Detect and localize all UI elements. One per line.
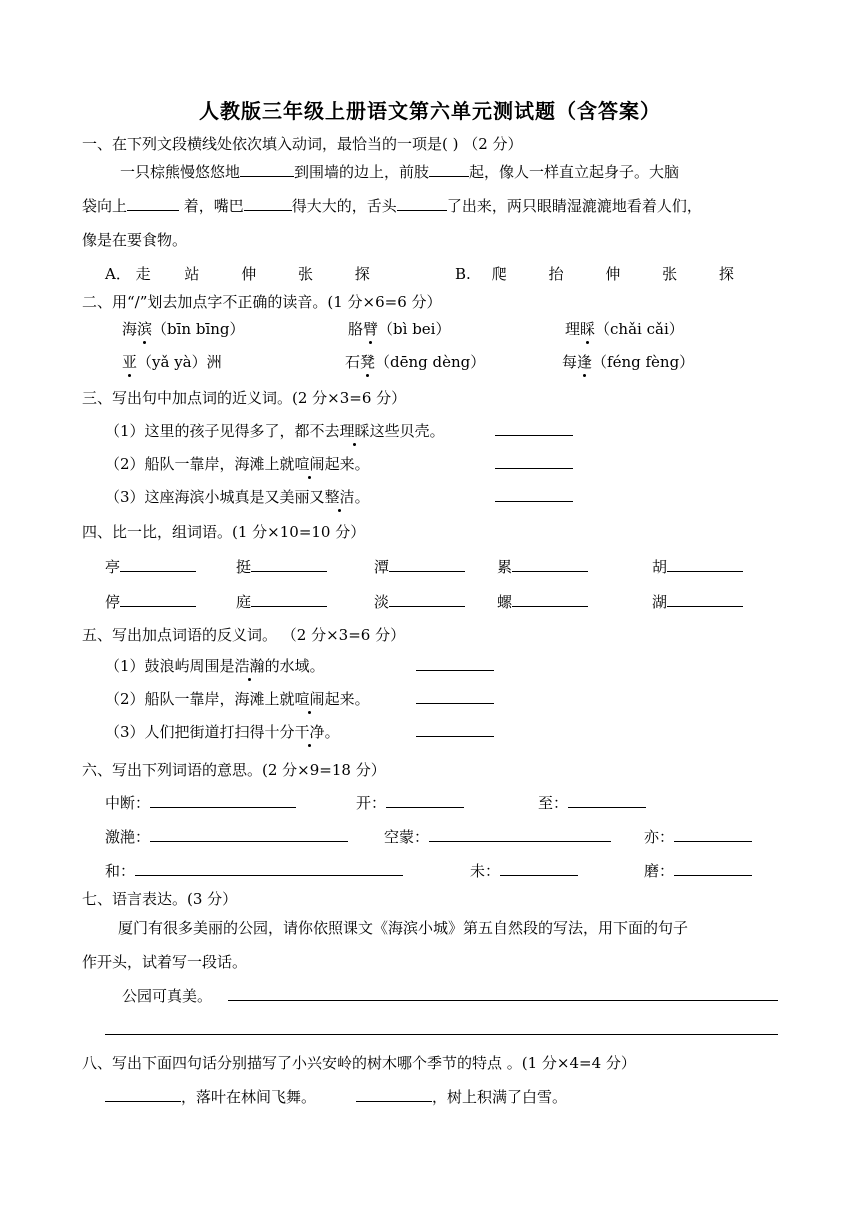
q2-item: 胳臂（bì bei） [348, 320, 451, 338]
q4-heading: 四、比一比，组词语。(1 分×10=10 分） [82, 523, 366, 541]
answer-blank[interactable] [389, 592, 465, 607]
q7-prompt-line-1: 厦门有很多美丽的公园，请你依照课文《海滨小城》第五自然段的写法，用下面的句子 [118, 919, 689, 937]
option-word: 走 [135, 265, 151, 283]
answer-blank[interactable] [512, 592, 588, 607]
q8-sentence: ，树上积满了白雪。 [356, 1086, 567, 1107]
answer-blank[interactable] [251, 592, 327, 607]
option-word: 张 [297, 265, 313, 283]
writing-line[interactable] [105, 1034, 778, 1035]
q2-item: 理睬（chǎi cǎi） [565, 320, 684, 338]
answer-blank[interactable] [429, 827, 611, 842]
q7-prompt-line-2: 作开头，试着写一段话。 [82, 953, 248, 971]
answer-blank[interactable] [674, 827, 752, 842]
answer-line[interactable] [416, 736, 494, 737]
option-word: 爬 [491, 265, 507, 283]
q1-option-a[interactable] [105, 263, 370, 284]
q1-text: 着，嘴巴 [179, 197, 244, 215]
q7-lead: 公园可真美。 [122, 987, 213, 1005]
answer-blank[interactable] [244, 196, 292, 211]
dotted-char: 臂 [363, 320, 379, 338]
q4-char: 亭 [105, 556, 196, 577]
dotted-char: 睬 [580, 320, 596, 338]
answer-blank[interactable] [389, 557, 465, 572]
q4-char: 湖 [652, 591, 743, 612]
answer-line[interactable] [495, 435, 573, 436]
q3-item: （3）这座海滨小城真是又美丽又整洁。 [105, 488, 370, 506]
dotted-char: 亚 [122, 353, 138, 371]
dotted-word: 整洁 [324, 488, 355, 506]
answer-line[interactable] [495, 501, 573, 502]
answer-blank[interactable] [568, 793, 646, 808]
q1-text: 一只棕熊慢悠悠地 [120, 163, 241, 181]
q1-text: 得大大的，舌头 [291, 197, 397, 215]
answer-blank[interactable] [397, 196, 447, 211]
answer-blank[interactable] [150, 827, 348, 842]
dotted-word: 浩瀚 [234, 657, 265, 675]
q4-char: 潭 [374, 556, 465, 577]
q5-item: （2）船队一靠岸，海滩上就喧闹起来。 [105, 690, 370, 708]
answer-blank[interactable] [386, 793, 464, 808]
answer-blank[interactable] [500, 861, 578, 876]
option-word: 探 [354, 265, 370, 283]
option-label: B. [455, 265, 471, 283]
q3-heading: 三、写出句中加点词的近义词。(2 分×3=6 分） [82, 389, 407, 407]
q6-word: 亦： [644, 826, 752, 847]
answer-blank[interactable] [429, 162, 469, 177]
q4-char: 淡 [374, 591, 465, 612]
q6-word: 未： [470, 860, 578, 881]
q4-char: 庭 [236, 591, 327, 612]
answer-blank[interactable] [127, 196, 179, 211]
q6-heading: 六、写出下列词语的意思。(2 分×9=18 分） [82, 761, 386, 779]
q4-char: 停 [105, 591, 196, 612]
q2-item: 亚（yǎ yà）洲 [122, 353, 222, 371]
q1-paragraph-line-2 [82, 195, 702, 216]
q6-word: 中断： [105, 792, 296, 813]
q2-heading: 二、用“/”划去加点字不正确的读音。(1 分×6=6 分） [82, 293, 442, 311]
q6-word: 磨： [644, 860, 752, 881]
answer-blank[interactable] [667, 557, 743, 572]
q5-item: （1）鼓浪屿周围是浩瀚的水域。 [105, 657, 325, 675]
answer-blank[interactable] [135, 861, 403, 876]
q2-item: 石凳（dēng dèng） [345, 353, 486, 371]
page-title: 人教版三年级上册语文第六单元测试题（含答案） [199, 99, 661, 123]
dotted-char: 逢 [577, 353, 593, 371]
answer-blank[interactable] [105, 1087, 181, 1102]
answer-line[interactable] [416, 670, 494, 671]
answer-line[interactable] [495, 468, 573, 469]
q6-word: 至： [538, 792, 646, 813]
q1-option-b[interactable] [455, 263, 734, 284]
answer-blank[interactable] [667, 592, 743, 607]
q1-text: 起，像人一样直立起身子。大脑 [469, 163, 680, 181]
option-word: 探 [718, 265, 734, 283]
q2-item: 每逢（féng fèng） [562, 353, 695, 371]
answer-line[interactable] [416, 703, 494, 704]
answer-blank[interactable] [251, 557, 327, 572]
writing-line[interactable] [228, 1000, 778, 1001]
q1-text: 了出来，两只眼睛湿漉漉地看着人们， [446, 197, 702, 215]
option-word: 伸 [605, 265, 621, 283]
option-label: A． [105, 265, 131, 283]
q6-word: 开： [356, 792, 464, 813]
dotted-word: 喧闹 [294, 690, 325, 708]
option-word: 伸 [241, 265, 257, 283]
q1-heading: 一、在下列文段横线处依次填入动词，最恰当的一项是( ) （2 分） [82, 135, 523, 153]
q1-text: 袋向上 [82, 197, 128, 215]
q3-item: （2）船队一靠岸，海滩上就喧闹起来。 [105, 455, 370, 473]
q1-paragraph-line-3: 像是在要食物。 [82, 231, 188, 249]
q4-char: 累 [497, 556, 588, 577]
q4-char: 胡 [652, 556, 743, 577]
q5-heading: 五、写出加点词语的反义词。 （2 分×3=6 分） [82, 626, 406, 644]
q2-item: 海滨（bīn bīng） [122, 320, 245, 338]
option-word: 张 [662, 265, 678, 283]
dotted-word: 干净 [294, 723, 325, 741]
answer-blank[interactable] [512, 557, 588, 572]
q5-item: （3）人们把街道打扫得十分干净。 [105, 723, 340, 741]
q1-paragraph-line-1 [120, 161, 679, 182]
q8-sentence: ，落叶在林间飞舞。 [105, 1086, 316, 1107]
answer-blank[interactable] [150, 793, 296, 808]
q4-char: 螺 [497, 591, 588, 612]
q8-heading: 八、写出下面四句话分别描写了小兴安岭的树木哪个季节的特点 。(1 分×4=4 分） [82, 1054, 636, 1072]
dotted-word: 理睬 [339, 422, 370, 440]
answer-blank[interactable] [356, 1087, 432, 1102]
answer-blank[interactable] [674, 861, 752, 876]
q6-word: 激滟： [105, 826, 348, 847]
q6-word: 和： [105, 860, 403, 881]
answer-blank[interactable] [120, 592, 196, 607]
q7-heading: 七、语言表达。(3 分） [82, 890, 238, 908]
q4-char: 挺 [236, 556, 327, 577]
q3-item: （1）这里的孩子见得多了，都不去理睬这些贝壳。 [105, 422, 445, 440]
dotted-word: 喧闹 [294, 455, 325, 473]
dotted-char: 滨 [137, 320, 153, 338]
q6-word: 空蒙： [384, 826, 611, 847]
dotted-char: 凳 [360, 353, 376, 371]
q1-text: 到围墙的边上，前肢 [294, 163, 430, 181]
option-word: 抬 [548, 265, 564, 283]
answer-blank[interactable] [120, 557, 196, 572]
option-word: 站 [184, 265, 200, 283]
answer-blank[interactable] [240, 162, 294, 177]
